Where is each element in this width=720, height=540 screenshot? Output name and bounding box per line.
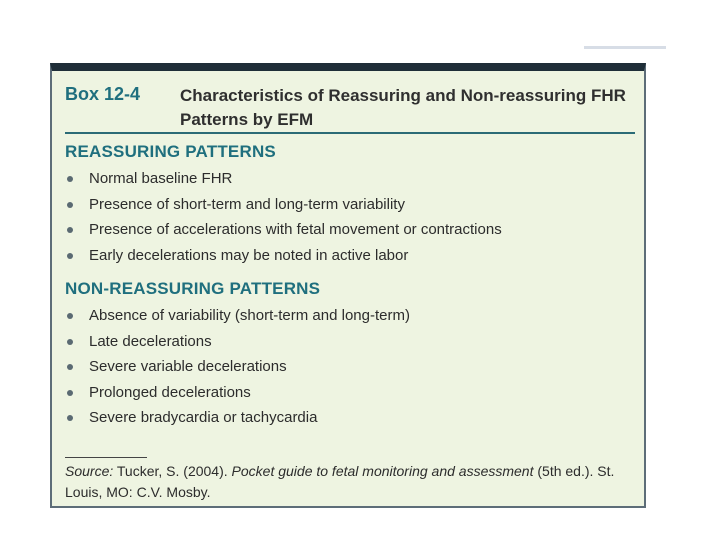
- box-header: [65, 82, 635, 134]
- list-item: [65, 303, 410, 329]
- list-item: [65, 329, 410, 355]
- reassuring-heading: REASSURING PATTERNS: [65, 142, 276, 161]
- bullet-icon: [67, 253, 73, 259]
- source-book-title: Pocket guide to fetal monitoring and assessment: [231, 463, 534, 479]
- bullet-icon: [67, 313, 73, 319]
- source-citation: [65, 461, 637, 503]
- box-title: Characteristics of Reassuring and Non-reassuring FHR Patterns by EFM: [180, 86, 626, 129]
- list-item: [65, 243, 502, 269]
- bullet-icon: [67, 176, 73, 182]
- list-item: [65, 405, 410, 431]
- footnote-divider: [65, 457, 147, 458]
- list-item: [65, 192, 502, 218]
- source-label: Source:: [65, 463, 114, 479]
- list-item: [65, 380, 410, 406]
- list-item-text: Prolonged decelerations: [89, 383, 251, 401]
- bullet-icon: [67, 227, 73, 233]
- list-item-text: Severe variable decelerations: [89, 358, 287, 376]
- non-reassuring-heading: NON-REASSURING PATTERNS: [65, 279, 321, 298]
- list-item-text: Severe bradycardia or tachycardia: [89, 409, 318, 427]
- list-item-text: Absence of variability (short-term and long-term): [89, 307, 410, 324]
- list-item-text: Presence of short-term and long-term variability: [89, 195, 405, 213]
- source-details: (5th ed.). St. Louis, MO: C.V. Mosby.: [65, 463, 615, 500]
- decorative-line: [584, 46, 666, 49]
- bullet-icon: [67, 364, 73, 370]
- list-item: [65, 217, 502, 243]
- bullet-icon: [67, 415, 73, 421]
- info-box: [50, 63, 646, 508]
- list-item-text: Early decelerations may be noted in active labor: [89, 246, 409, 264]
- bullet-icon: [67, 390, 73, 396]
- bullet-icon: [67, 202, 73, 208]
- list-item-text: Presence of accelerations with fetal movement or contractions: [89, 221, 502, 239]
- list-item-text: Normal baseline FHR: [89, 170, 233, 187]
- source-author: Tucker, S. (2004).: [113, 463, 232, 479]
- non-reassuring-list: [65, 303, 410, 431]
- bullet-icon: [67, 339, 73, 345]
- list-item: [65, 166, 502, 192]
- list-item-text: Late decelerations: [89, 332, 212, 350]
- box-number: Box 12-4: [65, 84, 141, 104]
- reassuring-list: [65, 166, 502, 268]
- list-item: [65, 354, 410, 380]
